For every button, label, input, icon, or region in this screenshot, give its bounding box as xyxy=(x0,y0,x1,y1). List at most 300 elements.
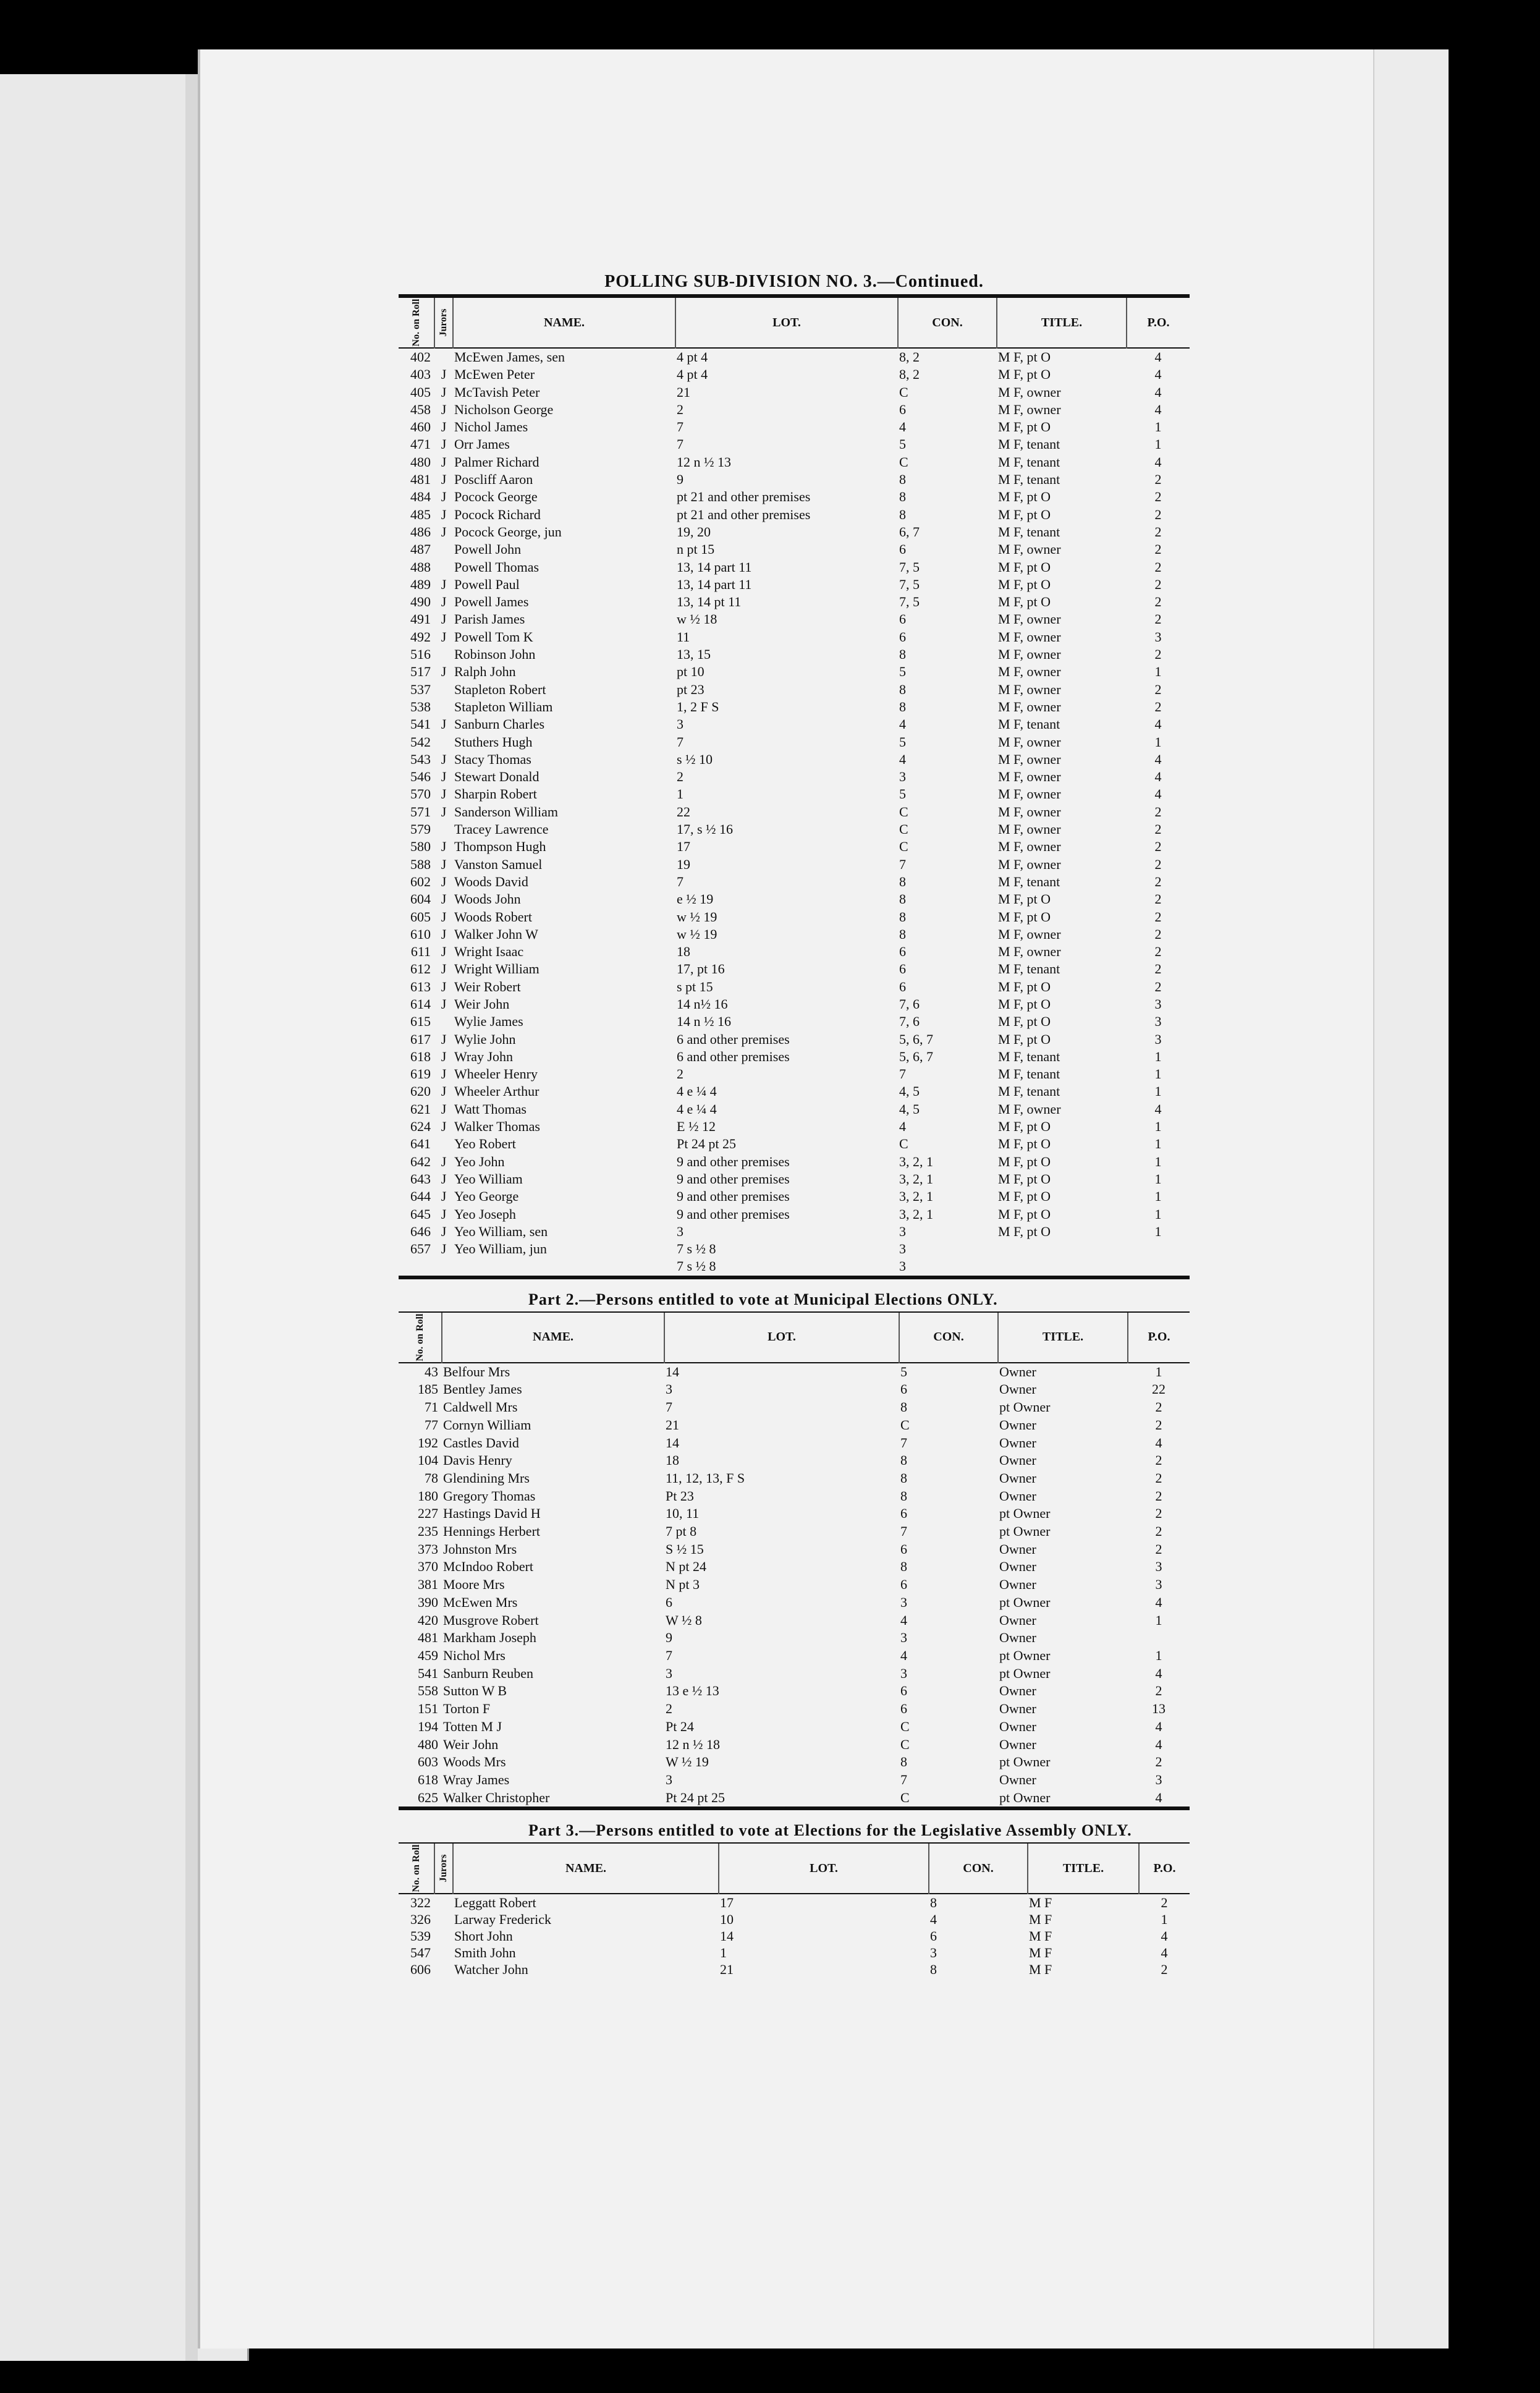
table-row xyxy=(399,1928,1190,1944)
con-value: 6 xyxy=(899,629,906,645)
lot-value: 17 xyxy=(720,1895,734,1911)
table-row xyxy=(399,1013,1190,1030)
po-value: 4 xyxy=(1154,366,1162,383)
roll-number: 617 xyxy=(410,1031,431,1047)
roll-number: 403 xyxy=(410,366,431,383)
table-row xyxy=(399,1700,1190,1718)
lot-value: pt 21 and other premises xyxy=(677,506,811,522)
table-row xyxy=(399,1558,1190,1576)
roll-number: 643 xyxy=(410,1171,431,1187)
con-value: 5 xyxy=(899,664,906,680)
title-value: Owner xyxy=(999,1736,1036,1752)
table-row xyxy=(399,838,1190,855)
juror-mark xyxy=(434,1944,453,1961)
title-value: Owner xyxy=(999,1470,1036,1486)
po-value: 4 xyxy=(1154,401,1162,417)
con-value: 8 xyxy=(900,1488,907,1504)
roll-number: 570 xyxy=(410,786,431,802)
con-value: 3 xyxy=(900,1630,907,1646)
po-value: 1 xyxy=(1154,1171,1162,1187)
header-title: TITLE. xyxy=(1028,1844,1139,1894)
lot-value: W ½ 19 xyxy=(666,1754,709,1770)
po-value: 2 xyxy=(1154,646,1162,663)
lot-value: 7 xyxy=(677,734,683,750)
lot-value: 7 s ½ 8 xyxy=(677,1241,716,1257)
title-value: pt Owner xyxy=(999,1506,1051,1522)
roll-number: 71 xyxy=(425,1399,438,1415)
con-value: 4 xyxy=(899,419,906,435)
title-value: M F, tenant xyxy=(998,472,1060,488)
juror-mark: J xyxy=(441,769,447,785)
voter-name: Yeo William xyxy=(454,1171,523,1187)
lot-value: Pt 23 xyxy=(666,1488,694,1504)
roll-number: 486 xyxy=(410,523,431,540)
po-value: 3 xyxy=(1154,996,1162,1012)
lot-value: 7 s ½ 8 xyxy=(677,1258,716,1274)
voter-name: Weir John xyxy=(454,996,510,1012)
voter-name: Stuthers Hugh xyxy=(454,734,533,750)
voter-name: Totten M J xyxy=(443,1718,502,1734)
con-value: 7 xyxy=(900,1434,907,1451)
con-value: 3 xyxy=(900,1594,907,1610)
table-row xyxy=(399,943,1190,960)
juror-mark: J xyxy=(441,1171,447,1187)
voter-name: Wylie John xyxy=(454,1031,516,1047)
po-value: 2 xyxy=(1154,856,1162,872)
table-row xyxy=(399,401,1190,418)
title-value: M F, owner xyxy=(998,681,1061,697)
table-row xyxy=(399,646,1190,663)
juror-mark xyxy=(434,1911,453,1928)
po-value: 1 xyxy=(1154,1223,1162,1239)
table-row xyxy=(399,996,1190,1013)
title-value xyxy=(997,1258,1127,1275)
title-value: Owner xyxy=(999,1630,1036,1646)
voter-name: Weir Robert xyxy=(454,978,521,994)
juror-mark: J xyxy=(441,856,447,872)
lot-value: 9 xyxy=(677,472,683,488)
juror-mark: J xyxy=(441,1153,447,1169)
roll-number: 547 xyxy=(410,1945,431,1961)
juror-mark: J xyxy=(441,908,447,925)
voter-name: McEwen Peter xyxy=(454,366,535,383)
table-row xyxy=(399,1363,1190,1381)
po-value: 1 xyxy=(1155,1363,1162,1379)
lot-value: 17 xyxy=(677,839,690,855)
voter-name: Watt Thomas xyxy=(454,1101,527,1117)
con-value: 8 xyxy=(899,646,906,663)
table-row xyxy=(399,873,1190,891)
voter-name: McIndoo Robert xyxy=(443,1559,534,1575)
po-value: 4 xyxy=(1154,349,1162,365)
lot-value: W ½ 8 xyxy=(666,1612,702,1628)
table-row xyxy=(399,436,1190,453)
lot-value: 4 e ¼ 4 xyxy=(677,1083,717,1099)
voter-name: Yeo Robert xyxy=(454,1136,516,1152)
roll-number: 645 xyxy=(410,1206,431,1222)
con-value: C xyxy=(899,839,908,855)
table-row xyxy=(399,1258,1190,1275)
con-value: 8 xyxy=(899,926,906,942)
po-value: 2 xyxy=(1154,523,1162,540)
po-value: 2 xyxy=(1161,1962,1168,1978)
title-value: Owner xyxy=(999,1577,1036,1593)
voter-name: Walker Thomas xyxy=(454,1119,540,1135)
title-value: M F, owner xyxy=(998,856,1061,872)
con-value: 6 xyxy=(900,1381,907,1397)
con-value: 7 xyxy=(900,1771,907,1787)
title-value: Owner xyxy=(999,1541,1036,1557)
lot-value: 7 xyxy=(677,873,683,889)
header-roll: No. on Roll xyxy=(399,1844,434,1894)
title-value: M F, pt O xyxy=(998,1153,1051,1169)
roll-number: 541 xyxy=(410,716,431,732)
con-value: 3, 2, 1 xyxy=(899,1171,933,1187)
po-value: 1 xyxy=(1154,436,1162,452)
voter-name: Yeo John xyxy=(454,1153,505,1169)
roll-number: 480 xyxy=(418,1736,438,1752)
voter-name: Leggatt Robert xyxy=(454,1895,536,1911)
header-lot: LOT. xyxy=(664,1313,899,1363)
lot-value: 1, 2 F S xyxy=(677,698,719,714)
juror-mark: J xyxy=(441,454,447,470)
po-value: 2 xyxy=(1155,1506,1162,1522)
con-value: 4 xyxy=(899,716,906,732)
title-value: M F, pt O xyxy=(998,506,1051,522)
con-value: 8 xyxy=(899,873,906,889)
juror-mark: J xyxy=(441,961,447,977)
table-row xyxy=(399,1541,1190,1559)
juror-mark: J xyxy=(441,978,447,994)
po-value: 4 xyxy=(1155,1789,1162,1805)
title-value: Owner xyxy=(999,1701,1036,1717)
roll-number: 644 xyxy=(410,1188,431,1205)
voter-name: Tracey Lawrence xyxy=(454,821,549,837)
table-row xyxy=(399,1961,1190,1978)
roll-number: 641 xyxy=(410,1136,431,1152)
juror-mark xyxy=(434,541,453,558)
po-value: 2 xyxy=(1155,1417,1162,1433)
table-row xyxy=(399,734,1190,751)
po-value: 2 xyxy=(1154,506,1162,522)
lot-value: 9 and other premises xyxy=(677,1188,790,1205)
voter-name: Stacy Thomas xyxy=(454,751,531,767)
header-name: NAME. xyxy=(442,1313,664,1363)
voter-name: Woods Mrs xyxy=(443,1754,506,1770)
roll-number: 620 xyxy=(410,1083,431,1099)
voter-name: Powell Paul xyxy=(454,576,520,592)
con-value: 6 xyxy=(899,978,906,994)
con-value: 6 xyxy=(899,541,906,557)
lot-value: 19 xyxy=(677,856,690,872)
juror-mark: J xyxy=(441,384,447,400)
title-value: M F, pt O xyxy=(998,1223,1051,1239)
con-value: 8 xyxy=(930,1895,937,1911)
table-row xyxy=(399,366,1190,383)
juror-mark xyxy=(434,821,453,838)
table-row xyxy=(399,1470,1190,1488)
title-value: pt Owner xyxy=(999,1399,1051,1415)
voter-name: Short John xyxy=(454,1928,513,1944)
voter-name: Robinson John xyxy=(454,646,536,663)
roll-number: 517 xyxy=(410,664,431,680)
po-value: 2 xyxy=(1154,611,1162,627)
po-value: 1 xyxy=(1154,1206,1162,1222)
table-row xyxy=(399,576,1190,593)
con-value: 6 xyxy=(899,961,906,977)
table-row xyxy=(399,1206,1190,1223)
title-value xyxy=(997,1240,1127,1258)
lot-value: 2 xyxy=(666,1701,672,1717)
con-value: 4, 5 xyxy=(899,1101,920,1117)
con-value: 6 xyxy=(899,944,906,960)
voter-name: Woods John xyxy=(454,891,521,907)
voter-name: Woods Robert xyxy=(454,908,532,925)
table-row xyxy=(399,1434,1190,1452)
part1-header-row xyxy=(399,298,1190,348)
table-row xyxy=(399,541,1190,558)
table-row xyxy=(399,1188,1190,1205)
juror-mark: J xyxy=(441,594,447,610)
lot-value: w ½ 19 xyxy=(677,908,717,925)
voter-name: Wright Isaac xyxy=(454,944,524,960)
lot-value: 22 xyxy=(677,803,690,820)
table-row xyxy=(399,1048,1190,1065)
title-value: M F, owner xyxy=(998,384,1061,400)
table-row xyxy=(399,768,1190,786)
lot-value: 17, pt 16 xyxy=(677,961,725,977)
lot-value: 19, 20 xyxy=(677,523,711,540)
po-value: 2 xyxy=(1155,1683,1162,1699)
table-row xyxy=(399,348,1190,366)
con-value: 6 xyxy=(900,1541,907,1557)
title-value: M F, pt O xyxy=(998,366,1051,383)
table-row xyxy=(399,471,1190,488)
title-value: M F, pt O xyxy=(998,978,1051,994)
con-value: 8 xyxy=(899,908,906,925)
po-value: 2 xyxy=(1154,978,1162,994)
table-row xyxy=(399,716,1190,733)
po-value: 4 xyxy=(1155,1434,1162,1451)
header-po: P.O. xyxy=(1147,315,1170,329)
title-value: M F, owner xyxy=(998,821,1061,837)
con-value: 6 xyxy=(900,1683,907,1699)
con-value: 3 xyxy=(899,1223,906,1239)
lot-value: 18 xyxy=(666,1452,679,1468)
juror-mark: J xyxy=(441,436,447,452)
voter-name: Powell John xyxy=(454,541,522,557)
table-row xyxy=(399,418,1190,436)
roll-number: 605 xyxy=(410,908,431,925)
title-value: pt Owner xyxy=(999,1754,1051,1770)
title-value: Owner xyxy=(999,1434,1036,1451)
page-edge xyxy=(1373,49,1449,2349)
table-row xyxy=(399,908,1190,926)
con-value: C xyxy=(899,821,908,837)
po-value: 2 xyxy=(1155,1754,1162,1770)
title-value: M F, pt O xyxy=(998,1136,1051,1152)
header-title: TITLE. xyxy=(997,298,1127,348)
title-value: M F, pt O xyxy=(998,349,1051,365)
juror-mark xyxy=(434,1013,453,1030)
juror-mark: J xyxy=(441,1083,447,1099)
voter-name: Stapleton William xyxy=(454,698,553,714)
title-value: M F, owner xyxy=(998,629,1061,645)
voter-name: Powell Tom K xyxy=(454,629,533,645)
voter-name: Davis Henry xyxy=(443,1452,512,1468)
title-value: M F, tenant xyxy=(998,436,1060,452)
lot-value: 11, 12, 13, F S xyxy=(666,1470,745,1486)
lot-value: 9 and other premises xyxy=(677,1153,790,1169)
voter-name: Palmer Richard xyxy=(454,454,539,470)
title-value: M F, pt O xyxy=(998,559,1051,575)
voter-name: Yeo George xyxy=(454,1188,519,1205)
con-value: 7, 6 xyxy=(899,1014,920,1030)
po-value: 1 xyxy=(1154,1153,1162,1169)
roll-number: 537 xyxy=(410,681,431,697)
po-value: 2 xyxy=(1155,1488,1162,1504)
con-value: 8 xyxy=(900,1754,907,1770)
voter-name: Wheeler Arthur xyxy=(454,1083,539,1099)
table-row xyxy=(399,1452,1190,1470)
title-value: M F, owner xyxy=(998,646,1061,663)
table-row xyxy=(399,593,1190,611)
lot-value: 14 xyxy=(666,1434,679,1451)
lot-value: 6 and other premises xyxy=(677,1048,790,1064)
lot-value: w ½ 18 xyxy=(677,611,717,627)
po-value: 2 xyxy=(1155,1399,1162,1415)
voter-name: Orr James xyxy=(454,436,510,452)
lot-value: 7 xyxy=(666,1399,672,1415)
title-value: M F xyxy=(1029,1912,1052,1928)
po-value: 2 xyxy=(1154,944,1162,960)
roll-number: 381 xyxy=(418,1577,438,1593)
con-value: 4 xyxy=(930,1912,937,1928)
po-value: 2 xyxy=(1154,698,1162,714)
part3-table xyxy=(399,1844,1190,1978)
table-row xyxy=(399,384,1190,401)
part1-body xyxy=(399,348,1190,1276)
juror-mark: J xyxy=(441,891,447,907)
voter-name: Pocock George, jun xyxy=(454,523,562,540)
po-value: 1 xyxy=(1155,1612,1162,1628)
con-value: 4 xyxy=(900,1647,907,1663)
con-value: 4 xyxy=(899,1119,906,1135)
part3-title: Part 3.—Persons entitled to vote at Elections for the Legislative Assembly ONLY. xyxy=(528,1821,1132,1840)
table-row xyxy=(399,1944,1190,1961)
con-value: 6 xyxy=(899,611,906,627)
po-value: 2 xyxy=(1154,821,1162,837)
title-value: M F, tenant xyxy=(998,1083,1060,1099)
table-row xyxy=(399,488,1190,506)
lot-value: pt 23 xyxy=(677,681,704,697)
con-value: 5, 6, 7 xyxy=(899,1048,933,1064)
table-row xyxy=(399,1594,1190,1612)
roll-number: 185 xyxy=(418,1381,438,1397)
roll-number xyxy=(399,1258,434,1275)
lot-value: 3 xyxy=(666,1665,672,1681)
roll-number: 77 xyxy=(425,1417,438,1433)
table-row xyxy=(399,1665,1190,1683)
title-value: M F, owner xyxy=(998,803,1061,820)
title-value: M F, owner xyxy=(998,541,1061,557)
table-row xyxy=(399,681,1190,698)
juror-mark: J xyxy=(441,1101,447,1117)
juror-mark xyxy=(434,559,453,576)
roll-number: 485 xyxy=(410,506,431,522)
lot-value: 9 and other premises xyxy=(677,1206,790,1222)
juror-mark: J xyxy=(441,506,447,522)
po-value: 4 xyxy=(1154,454,1162,470)
con-value: 5, 6, 7 xyxy=(899,1031,933,1047)
con-value: 6, 7 xyxy=(899,523,920,540)
voter-name: Sanderson William xyxy=(454,803,558,820)
voter-name: Thompson Hugh xyxy=(454,839,546,855)
roll-number: 420 xyxy=(418,1612,438,1628)
roll-number: 610 xyxy=(410,926,431,942)
roll-number: 104 xyxy=(418,1452,438,1468)
roll-number: 542 xyxy=(410,734,431,750)
con-value: 5 xyxy=(899,436,906,452)
roll-number: 481 xyxy=(410,472,431,488)
roll-number: 151 xyxy=(418,1701,438,1717)
lot-value: 9 xyxy=(666,1630,672,1646)
roll-number: 322 xyxy=(410,1895,431,1911)
lot-value: 2 xyxy=(677,769,683,785)
lot-value: 11 xyxy=(677,629,690,645)
con-value: 3 xyxy=(899,1241,906,1257)
voter-name: Markham Joseph xyxy=(443,1630,536,1646)
juror-mark: J xyxy=(441,716,447,732)
part2-table xyxy=(399,1313,1190,1807)
voter-name: Musgrove Robert xyxy=(443,1612,539,1628)
lot-value: s pt 15 xyxy=(677,978,713,994)
po-value: 2 xyxy=(1154,559,1162,575)
juror-mark xyxy=(434,348,453,366)
voter-name: McEwen Mrs xyxy=(443,1594,518,1610)
con-value: 7, 6 xyxy=(899,996,920,1012)
lot-value: 6 and other premises xyxy=(677,1031,790,1047)
po-value: 4 xyxy=(1154,384,1162,400)
con-value: 6 xyxy=(900,1577,907,1593)
header-title: TITLE. xyxy=(998,1313,1128,1363)
juror-mark: J xyxy=(441,472,447,488)
lot-value: Pt 24 xyxy=(666,1718,694,1734)
con-value: C xyxy=(900,1736,910,1752)
table-row xyxy=(399,559,1190,576)
juror-mark: J xyxy=(441,839,447,855)
header-name: NAME. xyxy=(453,298,675,348)
lot-value: 3 xyxy=(666,1381,672,1397)
juror-mark: J xyxy=(441,926,447,942)
lot-value: s ½ 10 xyxy=(677,751,713,767)
part2-header-row xyxy=(399,1313,1190,1363)
table-row xyxy=(399,926,1190,943)
voter-name: Larway Frederick xyxy=(454,1912,551,1928)
voter-name: Sanburn Charles xyxy=(454,716,545,732)
title-value: M F, pt O xyxy=(998,908,1051,925)
con-value: 4 xyxy=(899,751,906,767)
con-value: 7, 5 xyxy=(899,594,920,610)
con-value: 5 xyxy=(899,786,906,802)
lot-value: 12 n ½ 18 xyxy=(666,1736,720,1752)
po-value: 2 xyxy=(1154,541,1162,557)
lot-value: w ½ 19 xyxy=(677,926,717,942)
roll-number: 646 xyxy=(410,1223,431,1239)
juror-mark: J xyxy=(441,786,447,802)
title-value: pt Owner xyxy=(999,1665,1051,1681)
title-value: Owner xyxy=(999,1771,1036,1787)
